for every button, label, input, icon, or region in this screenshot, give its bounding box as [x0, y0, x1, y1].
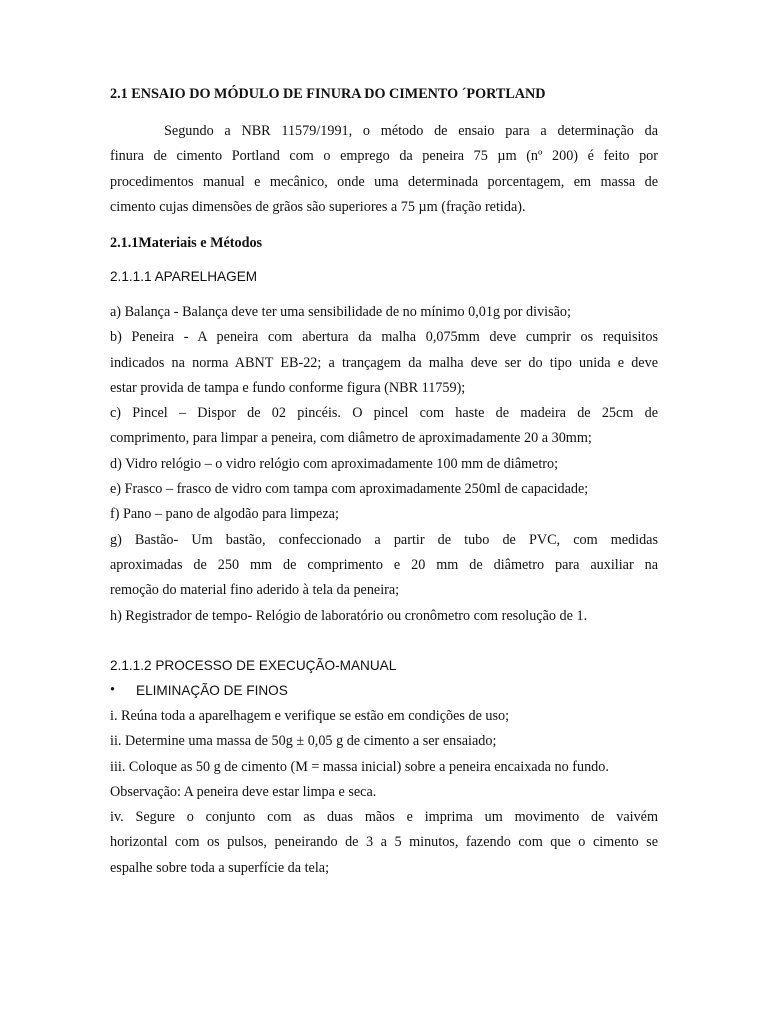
apparatus-item: remoção do material fino aderido à tela da peneira;: [110, 582, 400, 599]
bullet-icon: •: [110, 682, 115, 698]
apparatus-item: h) Registrador de tempo- Relógio de laboratório ou cronômetro com resolução de 1.: [110, 607, 588, 624]
apparatus-item: indicados na norma ABNT EB-22; a trançagem da malha deve ser do tipo unida e deve: [110, 354, 658, 371]
bullet-label: ELIMINAÇÃO DE FINOS: [136, 683, 288, 698]
process-step: horizontal com os pulsos, peneirando de 3 a 5 minutos, fazendo com que o cimento se: [110, 834, 658, 851]
subsection-title: 2.1.1Materiais e Métodos: [110, 235, 263, 251]
intro-line: Segundo a NBR 11579/1991, o método de ensaio para a determinação da: [164, 123, 658, 139]
process-list: [110, 704, 658, 881]
process-step: ii. Determine uma massa de 50g ± 0,05 g de cimento a ser ensaiado;: [110, 733, 497, 750]
intro-line: cimento cujas dimensões de grãos são superiores a 75 µm (fração retida).: [110, 198, 526, 215]
apparatus-item: f) Pano – pano de algodão para limpeza;: [110, 506, 339, 523]
process-step: Observação: A peneira deve estar limpa e seca.: [110, 783, 377, 800]
section-title: 2.1 ENSAIO DO MÓDULO DE FINURA DO CIMENTO ´PORTLAND: [110, 86, 546, 102]
bullet-item: [110, 678, 658, 703]
process-step: i. Reúna toda a aparelhagem e verifique se estão em condições de uso;: [110, 708, 510, 724]
intro-paragraph: [110, 119, 658, 220]
apparatus-title: 2.1.1.1 APARELHAGEM: [110, 269, 258, 284]
apparatus-item: estar provida de tampa e fundo conforme figura (NBR 11759);: [110, 379, 466, 396]
apparatus-item: e) Frasco – frasco de vidro com tampa com aproximadamente 250ml de capacidade;: [110, 481, 589, 498]
apparatus-item: a) Balança - Balança deve ter uma sensibilidade de no mínimo 0,01g por divisão;: [110, 304, 571, 320]
process-step: iii. Coloque as 50 g de cimento (M = massa inicial) sobre a peneira encaixada no fundo.: [110, 758, 609, 775]
apparatus-item: g) Bastão- Um bastão, confeccionado a partir de tubo de PVC, com medidas: [110, 531, 658, 548]
process-step: espalhe sobre toda a superfície da tela;: [110, 859, 330, 876]
apparatus-list: [110, 300, 658, 629]
intro-line: finura de cimento Portland com o emprego da peneira 75 µm (nº 200) é feito por: [110, 148, 658, 165]
apparatus-item: d) Vidro relógio – o vidro relógio com aproximadamente 100 mm de diâmetro;: [110, 455, 559, 472]
intro-line: procedimentos manual e mecânico, onde uma determinada porcentagem, em massa de: [110, 173, 658, 190]
apparatus-item: c) Pincel – Dispor de 02 pincéis. O pincel com haste de madeira de 25cm de: [110, 405, 658, 422]
process-step: iv. Segure o conjunto com as duas mãos e imprima um movimento de vaivém: [110, 809, 658, 826]
process-title: 2.1.1.2 PROCESSO DE EXECUÇÃO-MANUAL: [110, 658, 397, 673]
apparatus-item: aproximadas de 250 mm de comprimento e 20 mm de diâmetro para auxiliar na: [110, 556, 658, 573]
apparatus-item: comprimento, para limpar a peneira, com diâmetro de aproximadamente 20 a 30mm;: [110, 430, 592, 447]
apparatus-item: b) Peneira - A peneira com abertura da malha 0,075mm deve cumprir os requisitos: [110, 329, 658, 346]
